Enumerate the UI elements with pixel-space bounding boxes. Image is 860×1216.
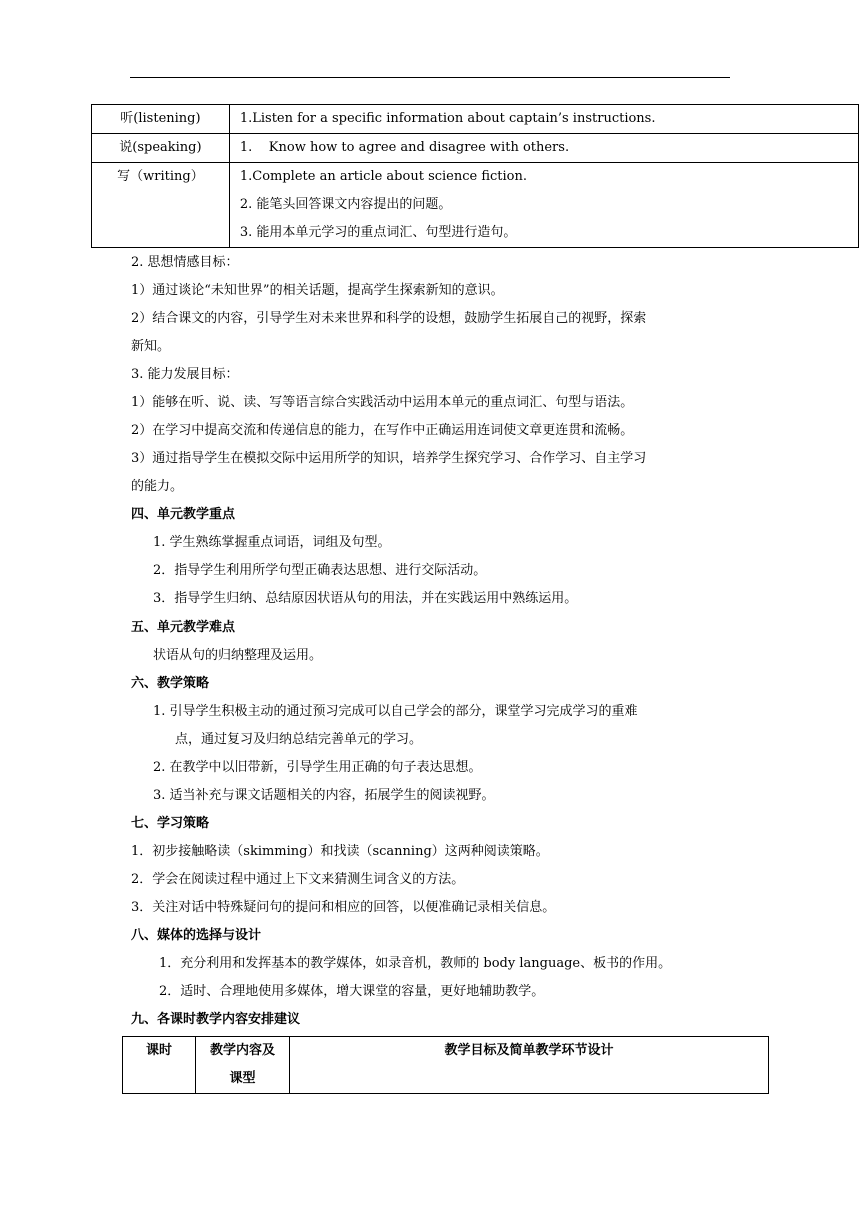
list-item: 1.Complete an article about science fiction. xyxy=(239,169,528,184)
list-item: 3．关注对话中特殊疑问句的提问和相应的回答，以便准确记录相关信息。 xyxy=(131,900,556,915)
list-item: 1. 学生熟练掌握重点词语，词组及句型。 xyxy=(153,535,391,550)
skill-content: 1. Know how to agree and disagree with others. xyxy=(229,134,858,163)
schedule-table xyxy=(122,1036,769,1094)
paragraph: 新知。 xyxy=(131,339,171,354)
section-heading: 四、单元教学重点 xyxy=(131,507,236,522)
section-heading: 八、媒体的选择与设计 xyxy=(131,928,262,943)
list-item: 2. 能笔头回答课文内容提出的问题。 xyxy=(239,197,452,212)
skills-table xyxy=(91,104,859,248)
list-item: 3. 能用本单元学习的重点词汇、句型进行造句。 xyxy=(239,225,517,240)
table-row xyxy=(92,163,859,248)
paragraph: 的能力。 xyxy=(131,479,184,494)
section-heading: 九、各课时教学内容安排建议 xyxy=(131,1012,301,1027)
skill-content: 1.Listen for a specific information about captain’s instructions. xyxy=(229,105,858,134)
emotion-heading: 2. 思想情感目标： xyxy=(131,255,239,270)
list-item: 3. 适当补充与课文话题相关的内容，拓展学生的阅读视野。 xyxy=(153,788,495,803)
section-heading: 六、教学策略 xyxy=(131,676,210,691)
col-content-line1: 教学内容及 xyxy=(209,1043,275,1058)
list-item: 1．充分利用和发挥基本的教学媒体，如录音机，教师的 body language、板书的作用。 xyxy=(159,956,672,971)
list-item: 状语从句的归纳整理及运用。 xyxy=(153,648,323,663)
table-header-row xyxy=(123,1037,769,1094)
skill-content xyxy=(229,163,858,248)
list-item: 3．指导学生归纳、总结原因状语从句的用法，并在实践运用中熟练运用。 xyxy=(153,591,578,606)
list-item: 2．适时、合理地使用多媒体，增大课堂的容量，更好地辅助教学。 xyxy=(159,984,545,999)
section-heading: 五、单元教学难点 xyxy=(131,620,236,635)
ability-heading: 3. 能力发展目标： xyxy=(131,367,239,382)
table-row xyxy=(92,134,859,163)
list-item: 点，通过复习及归纳总结完善单元的学习。 xyxy=(175,732,423,747)
header-rule xyxy=(130,77,730,78)
skill-label: 听(listening) xyxy=(92,105,230,134)
list-item: 2．指导学生利用所学句型正确表达思想、进行交际活动。 xyxy=(153,563,487,578)
paragraph: 1）通过谈论“未知世界”的相关话题，提高学生探索新知的意识。 xyxy=(131,283,504,298)
list-item: 1．初步接触略读（skimming）和找读（scanning）这两种阅读策略。 xyxy=(131,844,549,859)
paragraph: 2）在学习中提高交流和传递信息的能力，在写作中正确运用连词使文章更连贯和流畅。 xyxy=(131,423,634,438)
col-content-line2: 课型 xyxy=(229,1071,256,1086)
list-item: 1. 引导学生积极主动的通过预习完成可以自己学会的部分，课堂学习完成学习的重难 xyxy=(153,704,638,719)
col-lesson: 课时 xyxy=(123,1037,196,1094)
section-heading: 七、学习策略 xyxy=(131,816,210,831)
table-row xyxy=(92,105,859,134)
paragraph: 1）能够在听、说、读、写等语言综合实践活动中运用本单元的重点词汇、句型与语法。 xyxy=(131,395,634,410)
list-item: 2．学会在阅读过程中通过上下文来猜测生词含义的方法。 xyxy=(131,872,465,887)
col-objectives: 教学目标及简单教学环节设计 xyxy=(290,1037,769,1094)
skill-label: 写（writing） xyxy=(92,163,230,248)
skill-label: 说(speaking) xyxy=(92,134,230,163)
list-item: 2. 在教学中以旧带新，引导学生用正确的句子表达思想。 xyxy=(153,760,482,775)
paragraph: 2）结合课文的内容，引导学生对未来世界和科学的设想，鼓励学生拓展自己的视野，探索 xyxy=(131,311,647,326)
col-content xyxy=(196,1037,290,1094)
paragraph: 3）通过指导学生在模拟交际中运用所学的知识，培养学生探究学习、合作学习、自主学习 xyxy=(131,451,647,466)
